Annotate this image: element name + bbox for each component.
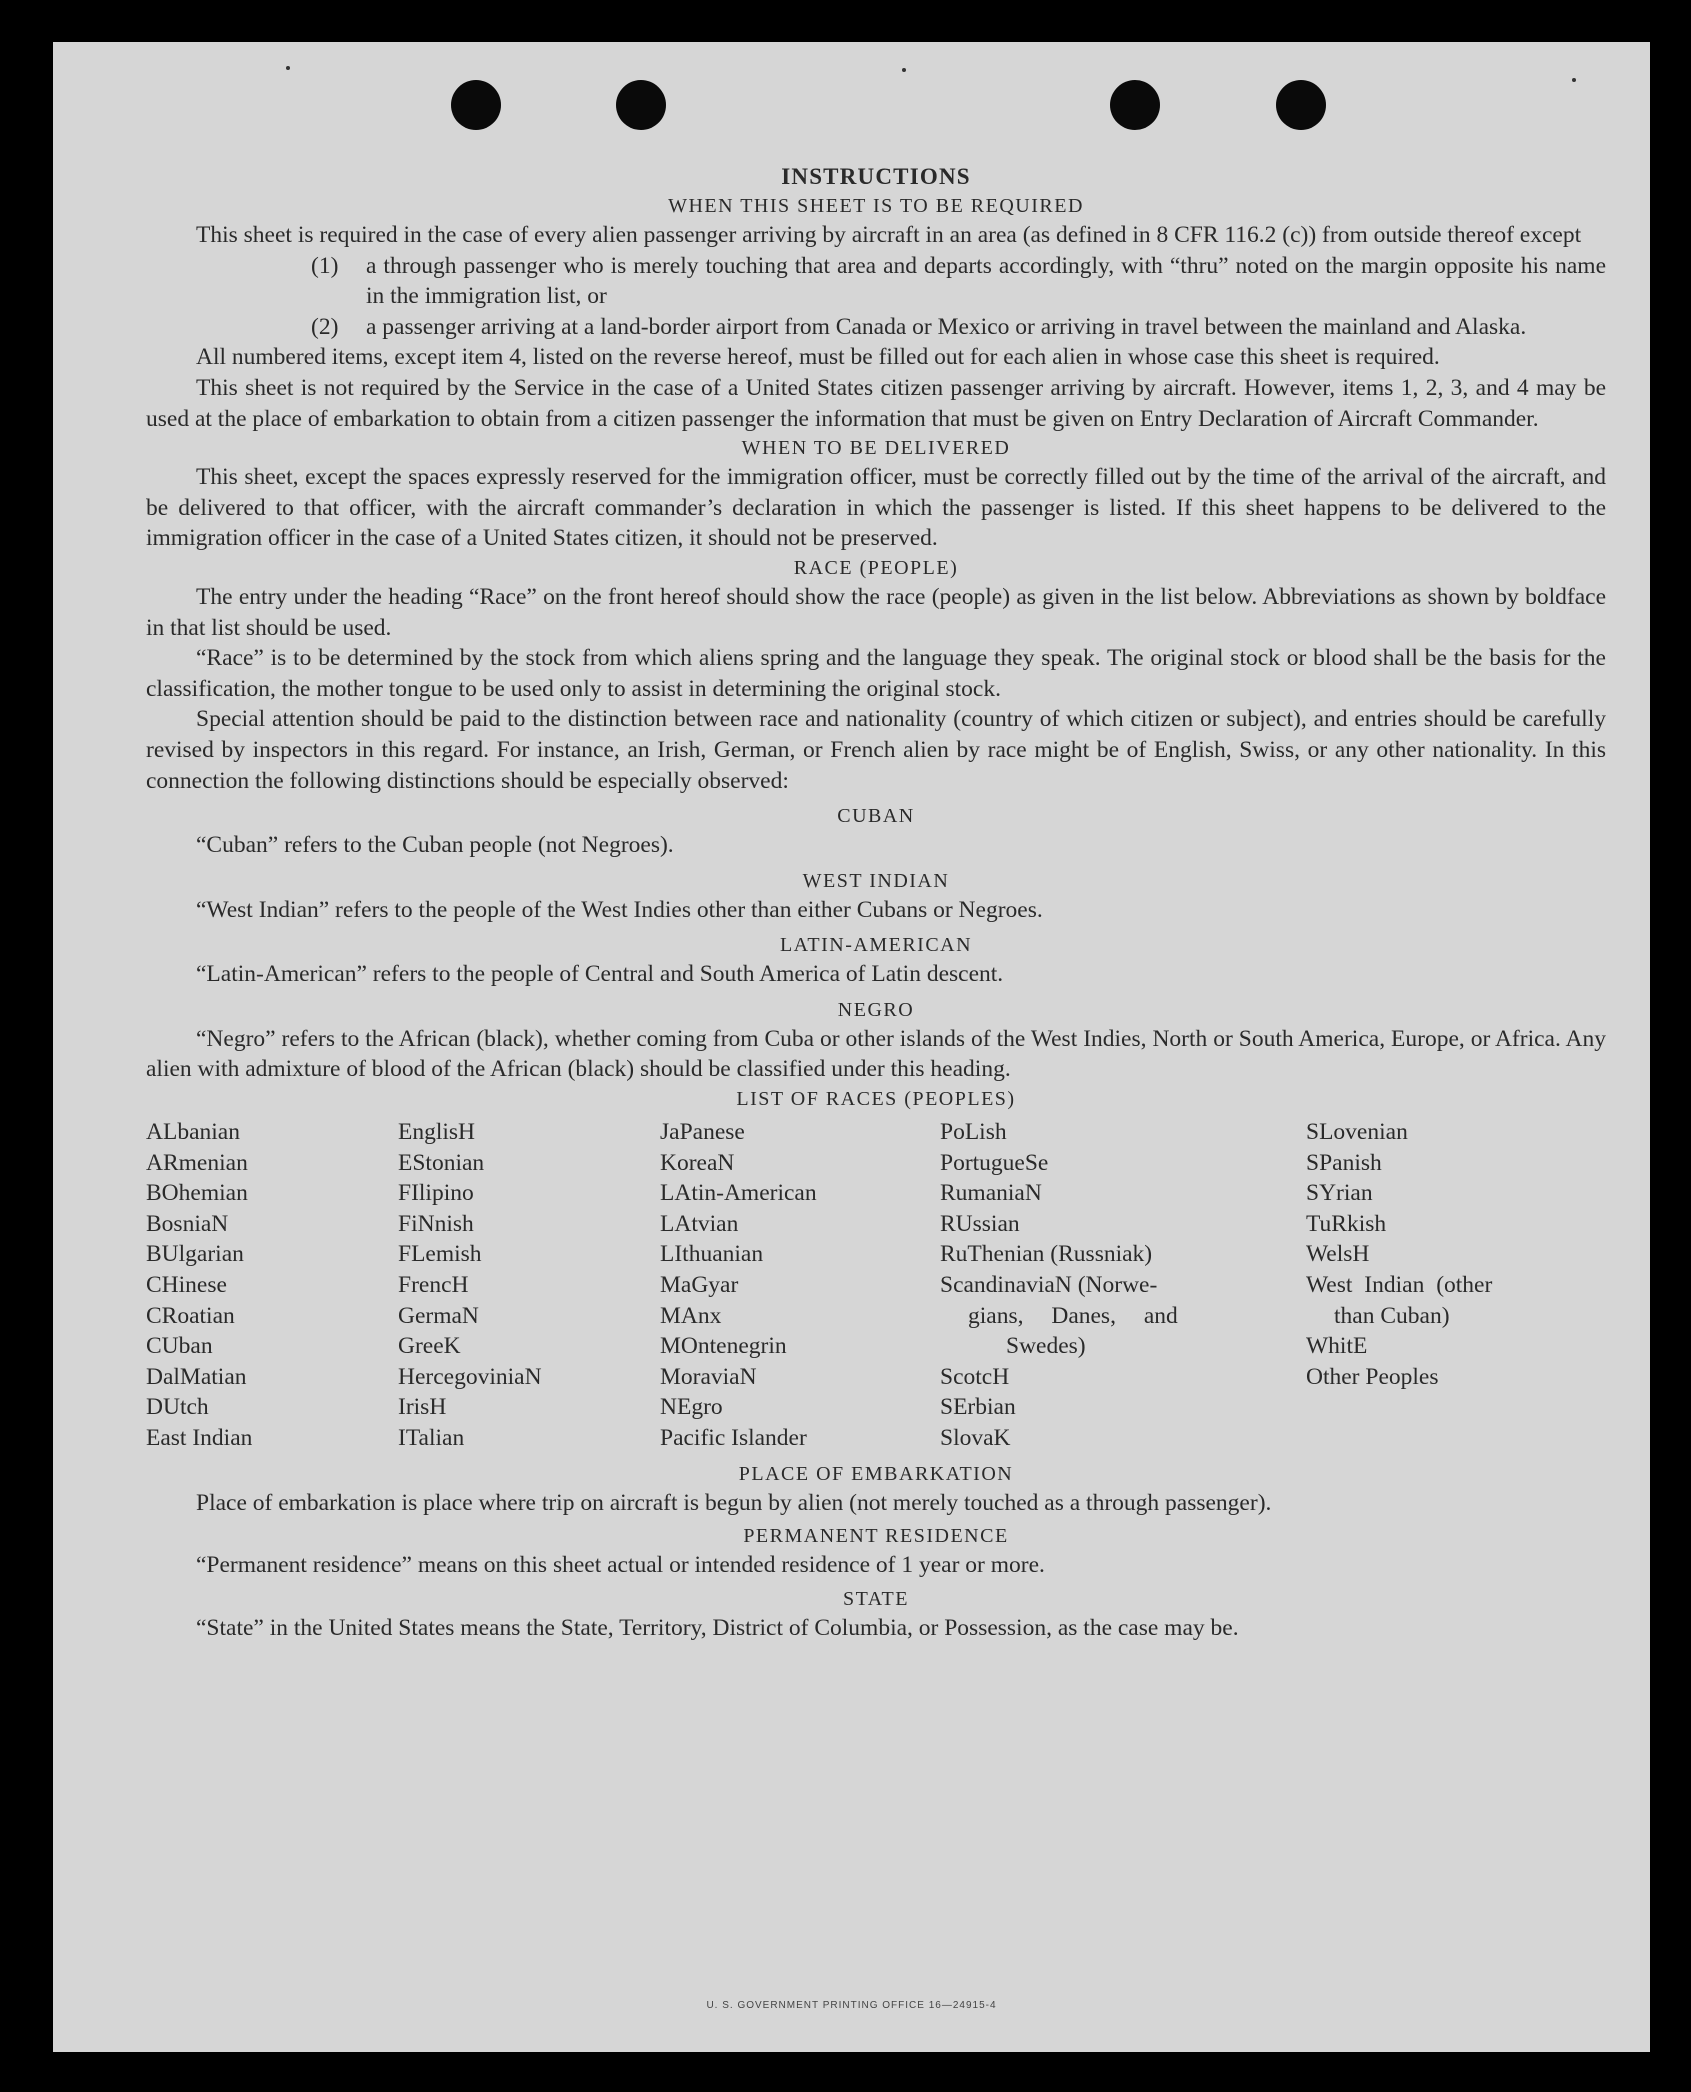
race-list <box>146 1117 1606 1454</box>
race-entry: RumaniaN <box>940 1180 1042 1207</box>
section-heading: PLACE OF EMBARKATION <box>738 1462 1014 1485</box>
speck <box>286 66 290 70</box>
race-entry: HercegoviniaN <box>398 1363 542 1390</box>
item-number: (1) <box>311 252 339 279</box>
race-entry: PortugueSe <box>940 1149 1049 1176</box>
race-entry: CHinese <box>146 1272 227 1299</box>
race-entry: PoLish <box>940 1119 1007 1146</box>
page-title: INSTRUCTIONS <box>781 164 971 189</box>
section-heading: LATIN-AMERICAN <box>779 934 973 957</box>
section-heading: NEGRO <box>837 998 915 1021</box>
definition-text: “West Indian” refers to the people of the West Indies other than either Cubans or Negroes. <box>196 896 1043 923</box>
race-entry: SErbian <box>940 1394 1016 1421</box>
race-entry: West Indian (other <box>1306 1272 1493 1299</box>
race-entry: Pacific Islander <box>660 1425 807 1451</box>
race-entry: EStonian <box>398 1149 485 1176</box>
race-entry: LIthuanian <box>660 1241 764 1268</box>
race-entry: BUlgarian <box>146 1241 244 1268</box>
race-column <box>940 1117 1306 1454</box>
punch-hole <box>1110 80 1160 130</box>
race-entry: BOhemian <box>146 1180 248 1207</box>
section-heading: STATE <box>843 1587 909 1610</box>
definition-text: “Cuban” refers to the Cuban people (not Negroes). <box>196 832 674 859</box>
race-entry: SYrian <box>1306 1180 1373 1207</box>
race-entry-continued: Swedes) <box>1006 1333 1086 1360</box>
race-entry: TuRkish <box>1306 1210 1387 1237</box>
paragraph: “Permanent residence” means on this sheet actual or intended residence of 1 year or more. <box>196 1552 1045 1579</box>
instructions-body <box>146 162 1606 1643</box>
race-column <box>398 1117 660 1454</box>
paragraph: This sheet, except the spaces expressly reserved for the immigration officer, must be correctly filled out by the time of the arrival of the aircraft, and be delivered to that officer, with the aircraft commander’s declaration in which the passenger is listed. If this sheet happens to be delivered to the immigration officer in the case of a United States citizen, it should not be preserved. <box>146 464 1606 552</box>
section-heading: RACE (PEOPLE) <box>793 556 959 579</box>
item-text: a passenger arriving at a land-border airport from Canada or Mexico or arriving in travel between the mainland and Alaska. <box>366 313 1527 340</box>
section-heading: LIST OF RACES (PEOPLES) <box>736 1088 1016 1111</box>
race-column <box>146 1117 398 1454</box>
race-entry: LAtvian <box>660 1210 739 1237</box>
speck <box>902 68 906 72</box>
race-entry: MaGyar <box>660 1272 739 1299</box>
race-entry: SPanish <box>1306 1149 1382 1176</box>
section-heading: PERMANENT RESIDENCE <box>743 1525 1009 1548</box>
paragraph: This sheet is not required by the Service in the case of a United States citizen passenger arriving by aircraft. However, items 1, 2, 3, and 4 may be used at the place of embarkation to obtain from a citizen passenger the information that must be given on Entry Declaration of Aircraft Commander. <box>146 374 1606 432</box>
race-entry: LAtin-American <box>660 1180 817 1207</box>
race-entry: ITalian <box>398 1425 465 1451</box>
race-entry: CRoatian <box>146 1302 235 1329</box>
paragraph: Place of embarkation is place where trip on aircraft is begun by alien (not merely touched as a through passenger). <box>196 1489 1272 1516</box>
race-entry: MAnx <box>660 1302 722 1329</box>
paragraph: “Race” is to be determined by the stock from which aliens spring and the language they speak. The original stock or blood shall be the basis for the classification, the mother tongue to be used only to assist in determining the original stock. <box>146 645 1606 702</box>
race-entry-continued: gians, Danes, and <box>968 1302 1178 1329</box>
punch-hole <box>1276 80 1326 130</box>
race-entry: ALbanian <box>146 1119 240 1146</box>
speck <box>1572 78 1576 82</box>
item-text: a through passenger who is merely touching that area and departs accordingly, with “thru” noted on the margin opposite his name in the immigration list, or <box>366 252 1606 310</box>
paragraph: Special attention should be paid to the distinction between race and nationality (country of which citizen or subject), and entries should be carefully revised by inspectors in this regard. For instance, an Irish, German, or French alien by race might be of English, Swiss, or any other nationality. In this connection the following distinctions should be especially observed: <box>146 706 1606 794</box>
race-entry: RuThenian (Russniak) <box>940 1241 1153 1268</box>
item-number: (2) <box>311 313 339 340</box>
list-item <box>146 251 1606 312</box>
race-entry-continued: than Cuban) <box>1334 1302 1450 1329</box>
paragraph: All numbered items, except item 4, listed on the reverse hereof, must be filled out for each alien in whose case this sheet is required. <box>196 344 1440 371</box>
race-entry: WhitE <box>1306 1333 1368 1360</box>
printer-imprint: U. S. GOVERNMENT PRINTING OFFICE 16—24915-4 <box>706 2000 997 2011</box>
race-entry: ARmenian <box>146 1149 248 1176</box>
race-entry: JaPanese <box>660 1119 745 1146</box>
definition-text: “Latin-American” refers to the people of Central and South America of Latin descent. <box>196 961 1004 988</box>
race-entry: MoraviaN <box>660 1363 757 1390</box>
race-entry: KoreaN <box>660 1149 735 1176</box>
paragraph: The entry under the heading “Race” on the front hereof should show the race (people) as given in the list below. Abbreviations as shown by boldface in that list should be used. <box>146 583 1606 641</box>
section-heading: WEST INDIAN <box>802 869 950 892</box>
race-entry: Other Peoples <box>1306 1363 1439 1390</box>
race-entry: IrisH <box>398 1394 447 1421</box>
paragraph: “State” in the United States means the State, Territory, District of Columbia, or Possession, as the case may be. <box>196 1614 1239 1641</box>
race-entry: ScotcH <box>940 1363 1010 1390</box>
race-entry: FLemish <box>398 1241 482 1268</box>
paragraph: “Negro” refers to the African (black), whether coming from Cuba or other islands of the West Indies, North or South America, Europe, or Africa. Any alien with admixture of blood of the African (black) should be classified under this heading. <box>146 1025 1606 1083</box>
race-entry: NEgro <box>660 1394 723 1421</box>
race-entry: GermaN <box>398 1302 479 1329</box>
paragraph: This sheet is required in the case of every alien passenger arriving by aircraft in an area (as defined in 8 CFR 116.2 (c)) from outside thereof except <box>196 222 1582 248</box>
race-entry: FIlipino <box>398 1180 474 1207</box>
document-sheet <box>53 42 1650 2052</box>
section-heading: WHEN THIS SHEET IS TO BE REQUIRED <box>668 195 1084 217</box>
race-entry: WelsH <box>1306 1241 1370 1268</box>
race-entry: GreeK <box>398 1333 461 1360</box>
race-entry: DalMatian <box>146 1363 247 1390</box>
race-column <box>660 1117 940 1454</box>
section-heading: CUBAN <box>837 805 915 828</box>
punch-hole <box>616 80 666 130</box>
race-entry: SlovaK <box>940 1425 1011 1451</box>
race-entry: BosniaN <box>146 1210 229 1237</box>
race-column <box>1306 1117 1566 1454</box>
race-entry: ScandinaviaN (Norwe- <box>940 1272 1158 1299</box>
race-entry: MOntenegrin <box>660 1333 787 1360</box>
race-entry: CUban <box>146 1333 213 1360</box>
race-entry: EnglisH <box>398 1119 476 1146</box>
punch-hole <box>451 80 501 130</box>
race-entry: RUssian <box>940 1210 1020 1237</box>
section-heading: WHEN TO BE DELIVERED <box>741 437 1011 460</box>
race-entry: DUtch <box>146 1394 209 1421</box>
race-entry: SLovenian <box>1306 1119 1408 1146</box>
race-entry: FiNnish <box>398 1210 474 1237</box>
list-item <box>146 312 1606 343</box>
race-entry: FrencH <box>398 1272 469 1299</box>
race-entry: East Indian <box>146 1425 253 1451</box>
